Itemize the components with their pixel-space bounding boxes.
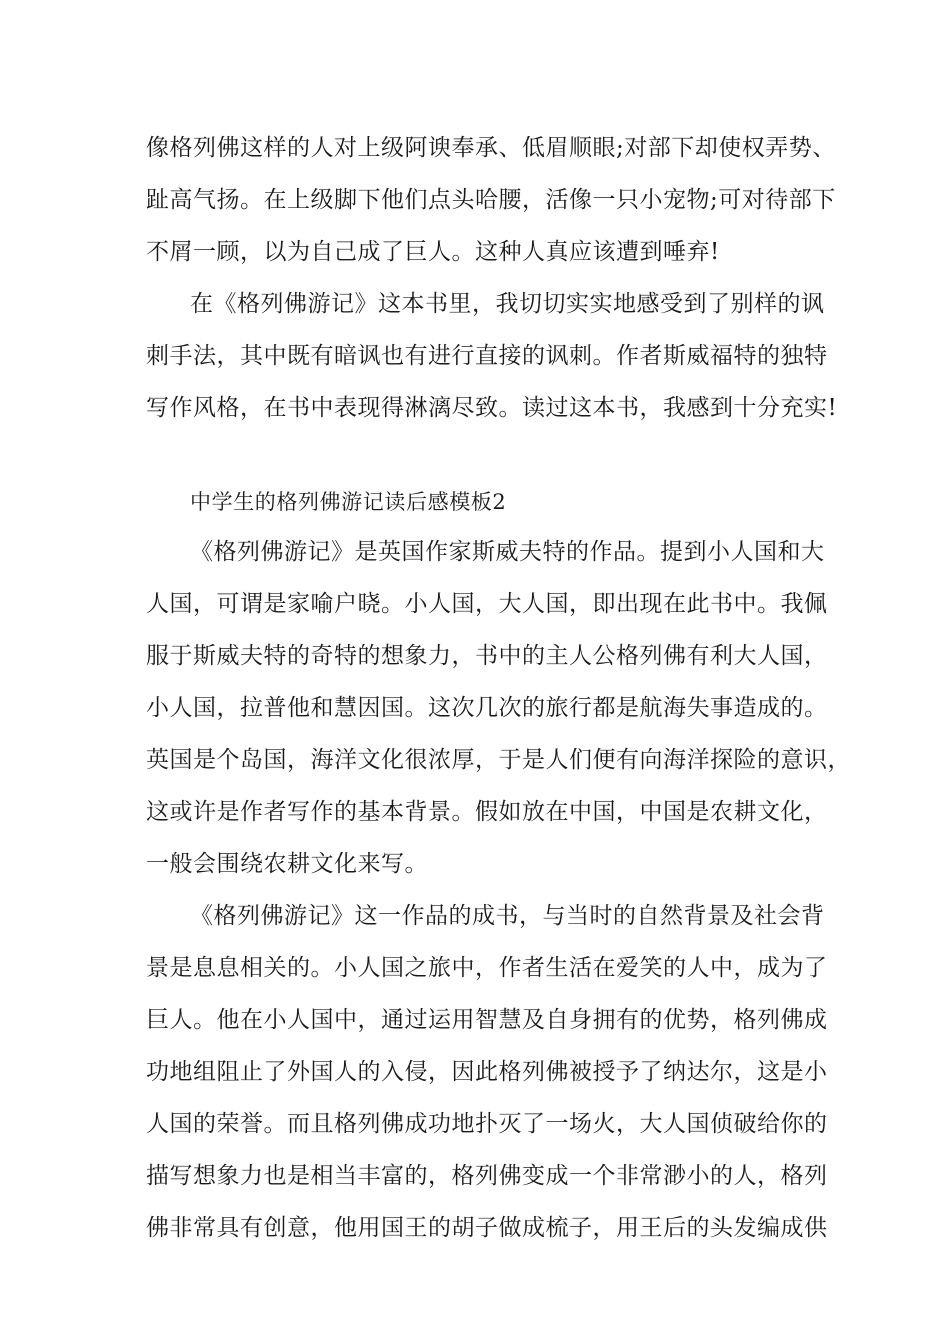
paragraph-3-line-1: 《格列佛游记》是英国作家斯威夫特的作品。提到小人国和大 (190, 539, 825, 565)
section-heading: 中学生的格列佛游记读后感模板2 (190, 490, 507, 514)
paragraph-3-line-2: 人国，可谓是家喻户晓。小人国，大人国，即出现在此书中。我佩 (146, 591, 828, 617)
paragraph-3-line-4: 小人国，拉普他和慧因国。这次几次的旅行都是航海失事造成的。 (146, 695, 828, 721)
paragraph-2-line-3: 写作风格，在书中表现得淋漓尽致。读过这本书，我感到十分充实! (146, 395, 838, 421)
paragraph-4-line-7: 佛非常具有创意，他用国王的胡子做成梳子，用王后的头发编成供 (146, 1215, 828, 1241)
paragraph-3-line-7: 一般会围绕农耕文化来写。 (146, 851, 428, 877)
paragraph-4-line-5: 人国的荣誉。而且格列佛成功地扑灭了一场火，大人国侦破给你的 (146, 1111, 828, 1137)
paragraph-4-line-4: 功地组阻止了外国人的入侵，因此格列佛被授予了纳达尔，这是小 (146, 1059, 828, 1085)
paragraph-3-line-3: 服于斯威夫特的奇特的想象力，书中的主人公格列佛有利大人国， (146, 643, 828, 669)
paragraph-1-line-1: 像格列佛这样的人对上级阿谀奉承、低眉顺眼;对部下却使权弄势、 (146, 135, 836, 161)
paragraph-2-line-1: 在《格列佛游记》这本书里，我切切实实地感受到了别样的讽 (190, 291, 825, 317)
paragraph-3-line-6: 这或许是作者写作的基本背景。假如放在中国，中国是农耕文化， (146, 799, 828, 825)
paragraph-4-line-3: 巨人。他在小人国中，通过运用智慧及自身拥有的优势，格列佛成 (146, 1007, 828, 1033)
paragraph-3-line-5: 英国是个岛国，海洋文化很浓厚，于是人们便有向海洋探险的意识， (146, 747, 851, 773)
paragraph-4-line-2: 景是息息相关的。小人国之旅中，作者生活在爱笑的人中，成为了 (146, 955, 828, 981)
paragraph-4-line-1: 《格列佛游记》这一作品的成书，与当时的自然背景及社会背 (190, 903, 825, 929)
paragraph-1-line-3: 不屑一顾，以为自己成了巨人。这种人真应该遭到唾弃! (146, 239, 720, 265)
paragraph-2-line-2: 刺手法，其中既有暗讽也有进行直接的讽刺。作者斯威福特的独特 (146, 343, 828, 369)
paragraph-1-line-2: 趾高气扬。在上级脚下他们点头哈腰，活像一只小宠物;可对待部下 (146, 187, 836, 213)
paragraph-4-line-6: 描写想象力也是相当丰富的，格列佛变成一个非常渺小的人，格列 (146, 1163, 828, 1189)
